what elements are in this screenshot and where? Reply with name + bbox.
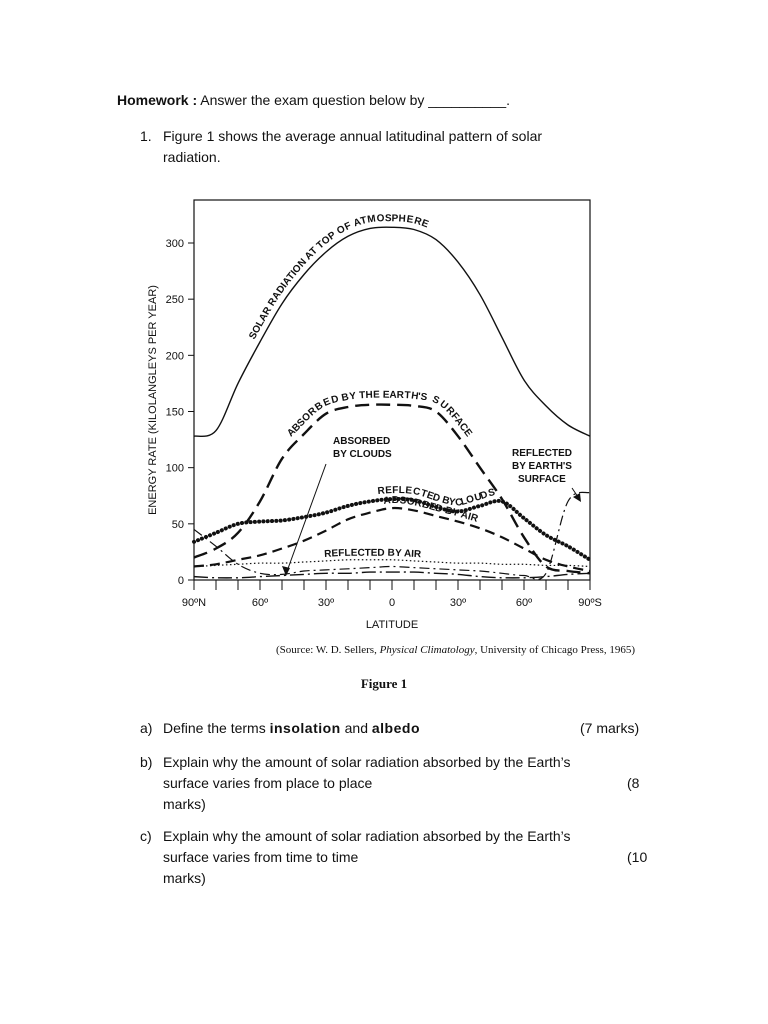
part-letter: c): [140, 828, 152, 844]
label-solar-top-path: SOLAR RADIATION AT TOP OF ATMOSPHERE: [247, 213, 430, 342]
part-b-marks-b: marks): [163, 796, 206, 812]
source-prefix: (Source: W. D. Sellers,: [276, 644, 380, 656]
term-albedo: albedo: [371, 720, 420, 736]
x-tick-label: 90ºS: [578, 597, 602, 609]
term-insolation: insolation: [269, 720, 341, 736]
series-line-4: [194, 560, 590, 567]
homework-label: Homework :: [117, 92, 198, 108]
part-letter: a): [140, 720, 153, 736]
annotation-absorbed-clouds-1: ABSORBED: [333, 436, 391, 447]
annotation-reflected-surface-2: BY EARTH'S: [512, 461, 572, 472]
label-reflected-air-path: REFLECTED BY AIR: [323, 547, 422, 561]
part-a-lead: Define the terms: [163, 720, 270, 736]
label-absorbed-air-path: ABSORBED BY AIR: [382, 494, 480, 525]
series-line-3: [194, 508, 590, 571]
source-title: Physical Climatology: [379, 644, 475, 656]
source-suffix: , University of Chicago Press, 1965): [474, 644, 635, 656]
figure-caption: Figure 1: [360, 676, 408, 691]
x-tick-label: 60º: [251, 597, 269, 609]
part-c-line1: Explain why the amount of solar radiation absorbed by the Earth’s: [163, 828, 571, 844]
figure-source: [276, 644, 635, 656]
annotation-reflected-surface-1: REFLECTED: [512, 448, 572, 459]
part-b-line1: Explain why the amount of solar radiation absorbed by the Earth’s: [163, 754, 571, 770]
part-c-line2: surface varies from time to time: [163, 849, 359, 865]
annotation-absorbed-clouds-2: BY CLOUDS: [333, 449, 392, 460]
part-b-marks-a: (8: [627, 775, 640, 791]
part-b-line2: surface varies from place to place: [163, 775, 373, 791]
y-tick-label: 200: [165, 350, 184, 363]
x-tick-label: 30º: [449, 597, 467, 609]
y-tick-label: 150: [165, 406, 184, 419]
y-tick-label: 300: [165, 238, 184, 250]
part-a-and: and: [340, 720, 372, 736]
y-tick-label: 250: [165, 294, 184, 307]
y-tick-label: 100: [165, 462, 184, 475]
y-axis-label: ENERGY RATE (KILOLANGLEYS PER YEAR): [147, 285, 159, 515]
series-line-6: [194, 572, 590, 578]
question-number: 1.: [140, 128, 152, 144]
x-axis-label: LATITUDE: [365, 619, 419, 631]
x-tick-label: 30º: [317, 597, 335, 609]
part-a-text: [163, 718, 563, 739]
x-tick-label: 0: [388, 597, 396, 609]
part-letter: b): [140, 754, 153, 770]
y-tick-label: 50: [171, 518, 184, 531]
solar-radiation-chart: [118, 186, 666, 706]
x-tick-label: 60º: [515, 597, 533, 609]
label-reflected-air: [324, 548, 422, 561]
question-text: Figure 1 shows the average annual latitudinal pattern of solar radiation.: [163, 128, 543, 165]
label-solar-top: [247, 213, 430, 341]
figure-1: [118, 186, 666, 706]
part-a-marks: (7 marks): [580, 720, 640, 736]
y-tick-label: 0: [177, 575, 184, 587]
part-c-marks-a: (10: [627, 849, 648, 865]
part-c-marks-b: marks): [163, 870, 206, 886]
label-absorbed-surface: [285, 390, 474, 440]
homework-line: [117, 92, 510, 108]
annotation-reflected-surface-3: SURFACE: [518, 474, 566, 485]
label-reflected-clouds-path: REFLECTED BY CLOUDS: [377, 484, 497, 509]
homework-text: Answer the exam question below by __________.: [200, 92, 511, 108]
x-tick-label: 90ºN: [181, 597, 207, 609]
label-absorbed-surface-path: ABSORBED BY THE EARTH'S SURFACE: [285, 389, 474, 440]
